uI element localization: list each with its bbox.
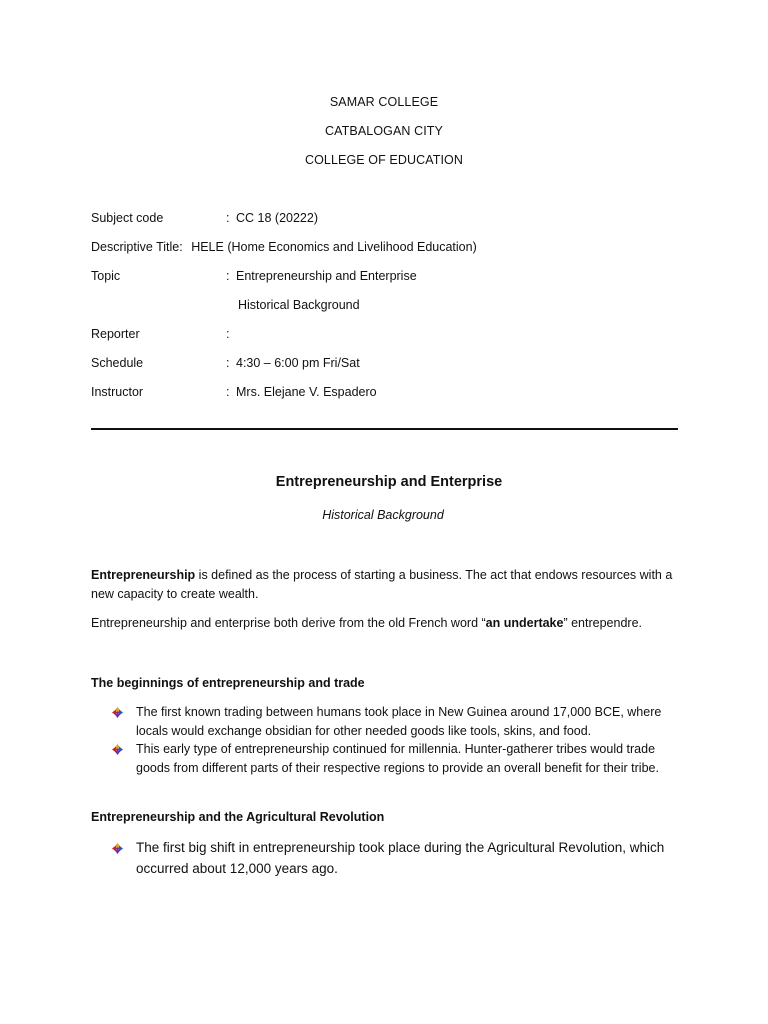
list-item-text: The first big shift in entrepreneurship took place during the Agricultural Revolution, which occurred about 12,000 years ago.: [136, 840, 665, 876]
arrow-bullet-icon: [112, 707, 123, 718]
etymology-text-end: ” entrependre.: [563, 616, 642, 630]
document-title: Entrepreneurship and Enterprise: [275, 474, 503, 490]
section-heading-beginnings: The beginnings of entrepreneurship and trade: [91, 676, 365, 690]
topic-value: Entrepreneurship and Enterprise: [236, 269, 417, 283]
horizontal-divider: [91, 428, 678, 430]
document-subtitle: Historical Background: [322, 508, 444, 522]
definition-paragraph: [91, 566, 681, 603]
schedule-value: 4:30 – 6:00 pm Fri/Sat: [236, 356, 360, 370]
list-item: [91, 703, 681, 740]
colon: :: [226, 385, 230, 399]
list-item-text: This early type of entrepreneurship continued for millennia. Hunter-gatherer tribes would trade goods from different parts of their respective regions to provide an overall benefit for their tribe.: [136, 742, 659, 775]
subject-code-label: Subject code: [91, 211, 164, 225]
etymology-paragraph: [91, 614, 681, 633]
subject-code-value: CC 18 (20222): [236, 211, 318, 225]
subject-code-row: [91, 211, 318, 225]
instructor-value: Mrs. Elejane V. Espadero: [236, 385, 377, 399]
descriptive-title-row: [91, 240, 477, 254]
instructor-label: Instructor: [91, 385, 144, 399]
descriptive-title-value: HELE (Home Economics and Livelihood Education): [191, 240, 477, 254]
colon: :: [226, 356, 230, 370]
reporter-label: Reporter: [91, 327, 140, 341]
instructor-row: [91, 385, 377, 399]
etymology-text-start: Entrepreneurship and enterprise both derive from the old French word “: [91, 616, 486, 630]
colon: :: [226, 211, 230, 225]
colon: :: [226, 269, 230, 283]
list-item: [91, 740, 681, 777]
definition-term: Entrepreneurship: [91, 568, 196, 582]
city-name: CATBALOGAN CITY: [325, 124, 443, 138]
topic-row: [91, 269, 417, 283]
arrow-bullet-icon: [112, 744, 123, 755]
schedule-label: Schedule: [91, 356, 144, 370]
definition-text: is defined as the process of starting a business. The act that endows resources with a new capacity to create wealth.: [91, 568, 673, 601]
arrow-bullet-icon: [112, 843, 123, 854]
colon: :: [226, 327, 230, 341]
department-name: COLLEGE OF EDUCATION: [304, 153, 464, 167]
college-name: SAMAR COLLEGE: [329, 95, 439, 109]
beginnings-list: [91, 703, 681, 777]
list-item: [91, 838, 681, 879]
topic-value-continued: Historical Background: [238, 298, 360, 312]
section-heading-agricultural: Entrepreneurship and the Agricultural Revolution: [91, 810, 385, 824]
etymology-term: an undertake: [485, 616, 564, 630]
list-item-text: The first known trading between humans took place in New Guinea around 17,000 BCE, where locals would exchange obsidian for other needed goods like tools, skins, and food.: [136, 705, 662, 738]
schedule-row: [91, 356, 360, 370]
agricultural-list: [91, 838, 681, 879]
topic-label: Topic: [91, 269, 121, 283]
descriptive-title-label: Descriptive Title:: [91, 240, 183, 254]
reporter-row: [91, 327, 230, 341]
